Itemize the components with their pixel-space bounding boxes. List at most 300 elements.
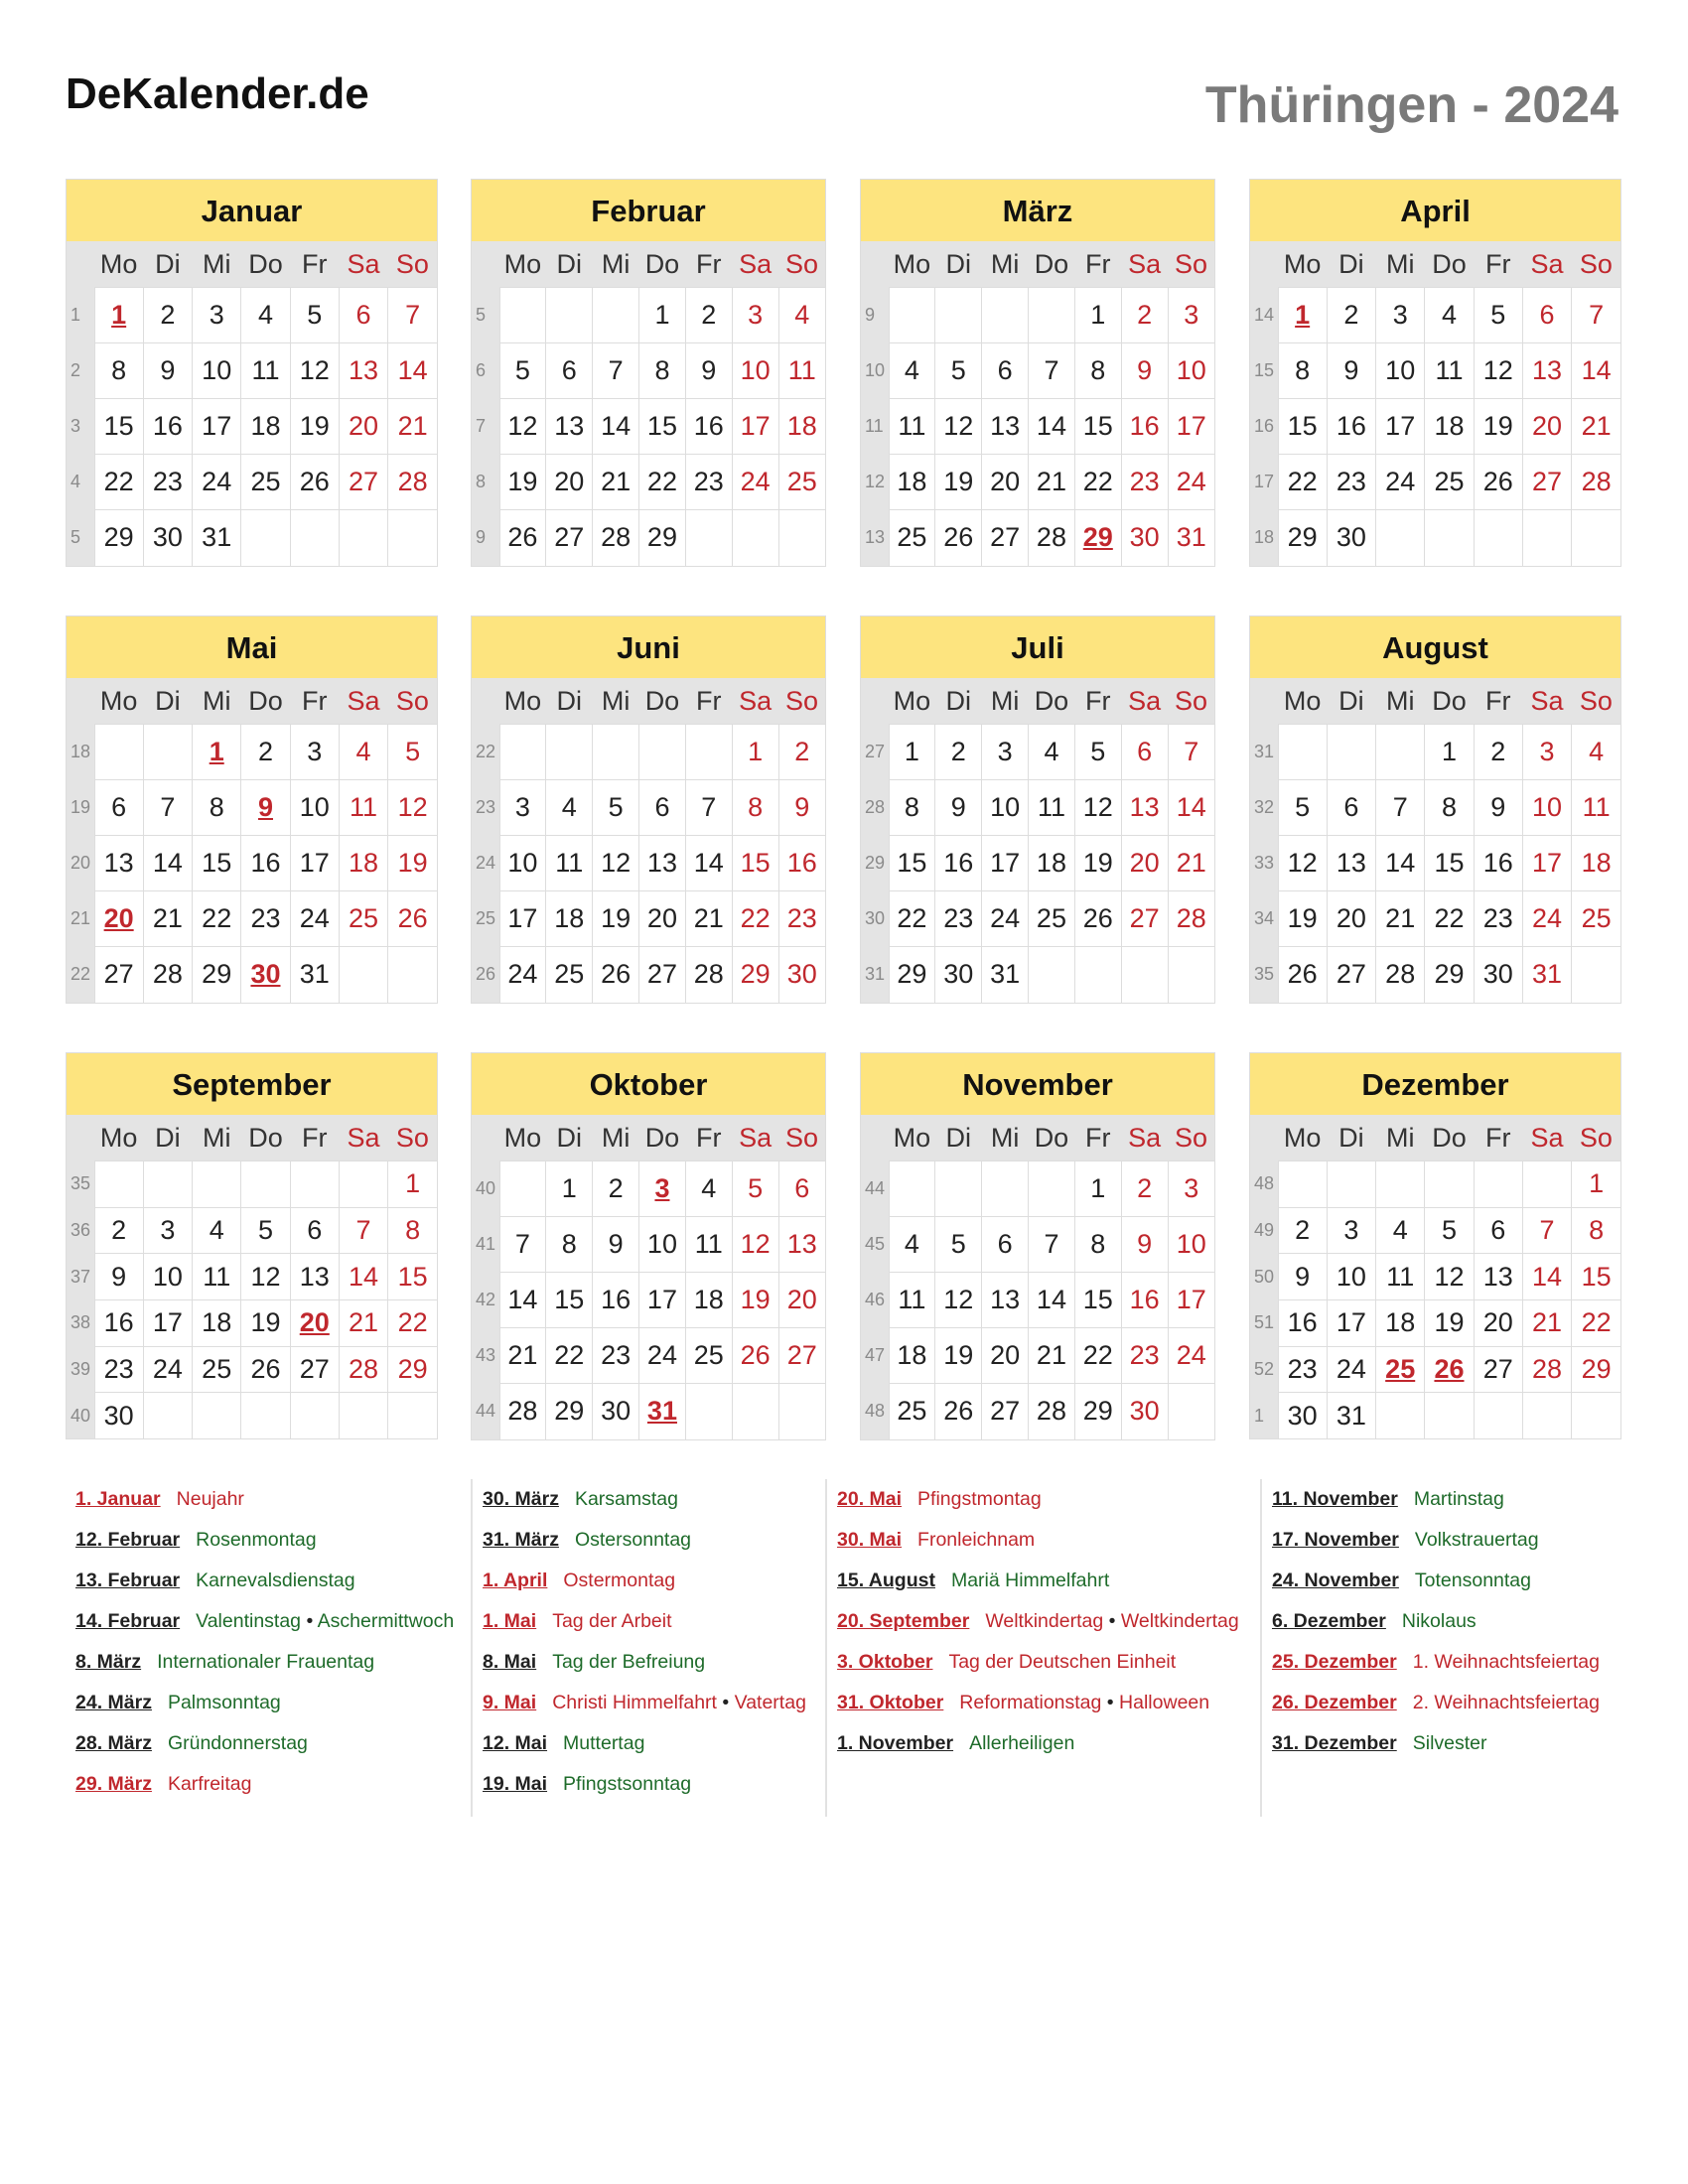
day-cell bbox=[1474, 510, 1522, 566]
day-cell: 21 bbox=[1168, 836, 1214, 891]
day-cell: 4 bbox=[889, 343, 935, 399]
day-cell: 28 bbox=[339, 1346, 387, 1393]
day-cell: 6 bbox=[982, 1217, 1029, 1273]
day-cell: 15 bbox=[1278, 399, 1327, 455]
day-cell: 5 bbox=[290, 288, 339, 343]
day-cell: 30 bbox=[1327, 510, 1375, 566]
month-title: November bbox=[861, 1053, 1214, 1115]
day-cell: 24 bbox=[1168, 455, 1214, 510]
month-title: März bbox=[861, 180, 1214, 241]
day-cell bbox=[685, 510, 732, 566]
day-cell: 28 bbox=[1168, 891, 1214, 947]
day-cell: 22 bbox=[546, 1328, 593, 1384]
month-table bbox=[472, 1115, 825, 1439]
day-cell: 25 bbox=[193, 1346, 241, 1393]
holiday-item bbox=[837, 1601, 1252, 1642]
day-cell: 16 bbox=[1278, 1299, 1327, 1346]
day-cell: 13 bbox=[982, 1273, 1029, 1328]
day-cell: 29 bbox=[889, 947, 935, 1003]
holiday-name: Fronleichnam bbox=[917, 1529, 1036, 1551]
day-cell: 22 bbox=[1425, 891, 1474, 947]
day-cell: 25 bbox=[685, 1328, 732, 1384]
day-cell: 14 bbox=[593, 399, 639, 455]
day-cell bbox=[1029, 1161, 1075, 1217]
holiday-column bbox=[471, 1479, 818, 1817]
day-cell: 22 bbox=[193, 891, 241, 947]
week-number: 42 bbox=[472, 1273, 499, 1328]
holiday-date: 28. März bbox=[75, 1732, 152, 1754]
day-cell bbox=[241, 1393, 290, 1439]
week-number: 13 bbox=[861, 510, 889, 566]
holiday-name: Mariä Himmelfahrt bbox=[950, 1570, 1110, 1591]
weekday-header: Mi bbox=[1376, 241, 1425, 288]
week-row bbox=[1250, 1393, 1620, 1439]
week-number-header bbox=[861, 241, 889, 288]
weekday-header: Mo bbox=[1278, 678, 1327, 725]
day-cell: 28 bbox=[1376, 947, 1425, 1003]
day-cell: 23 bbox=[94, 1346, 143, 1393]
weekday-header: Sa bbox=[1522, 241, 1571, 288]
month-januar bbox=[66, 179, 438, 567]
day-cell: 19 bbox=[241, 1299, 290, 1346]
day-cell bbox=[1168, 947, 1214, 1003]
holiday-name: Gründonnerstag bbox=[167, 1732, 308, 1754]
weekday-header: Mi bbox=[1376, 678, 1425, 725]
weekday-header: Mi bbox=[593, 678, 639, 725]
week-row bbox=[861, 1273, 1214, 1328]
week-row bbox=[472, 1273, 825, 1328]
week-row bbox=[1250, 1299, 1620, 1346]
day-cell: 20 bbox=[1522, 399, 1571, 455]
holiday-name: Reformationstag bbox=[959, 1692, 1102, 1713]
day-cell bbox=[732, 510, 778, 566]
day-cell: 14 bbox=[1572, 343, 1620, 399]
day-cell: 20 bbox=[1327, 891, 1375, 947]
week-row bbox=[67, 891, 437, 947]
day-cell: 26 bbox=[1278, 947, 1327, 1003]
day-cell: 3 bbox=[982, 725, 1029, 780]
day-cell: 9 bbox=[778, 780, 825, 836]
day-cell: 9 bbox=[241, 780, 290, 836]
week-number: 18 bbox=[1250, 510, 1278, 566]
day-cell: 2 bbox=[143, 288, 192, 343]
day-cell bbox=[1522, 1161, 1571, 1208]
week-number: 23 bbox=[472, 780, 499, 836]
day-cell: 10 bbox=[982, 780, 1029, 836]
day-cell: 25 bbox=[241, 455, 290, 510]
day-cell: 19 bbox=[1474, 399, 1522, 455]
day-cell: 1 bbox=[1572, 1161, 1620, 1208]
weekday-header: Mi bbox=[982, 1115, 1029, 1161]
holiday-date: 14. Februar bbox=[75, 1610, 181, 1632]
holiday-date: 12. Februar bbox=[75, 1529, 181, 1551]
week-number: 47 bbox=[861, 1328, 889, 1384]
week-number: 5 bbox=[472, 288, 499, 343]
day-cell bbox=[1121, 947, 1168, 1003]
day-cell: 4 bbox=[685, 1161, 732, 1217]
weekday-header: Sa bbox=[732, 241, 778, 288]
holiday-name: Volkstrauertag bbox=[1414, 1529, 1539, 1551]
week-number: 7 bbox=[472, 399, 499, 455]
weekday-header: Do bbox=[639, 241, 686, 288]
day-cell: 2 bbox=[1121, 1161, 1168, 1217]
week-number: 34 bbox=[1250, 891, 1278, 947]
day-cell: 17 bbox=[1327, 1299, 1375, 1346]
day-cell: 22 bbox=[94, 455, 143, 510]
day-cell bbox=[1572, 510, 1620, 566]
week-row bbox=[861, 891, 1214, 947]
day-cell bbox=[1278, 725, 1327, 780]
weekday-header: Sa bbox=[732, 678, 778, 725]
day-cell: 18 bbox=[1376, 1299, 1425, 1346]
day-cell: 17 bbox=[1168, 399, 1214, 455]
day-cell: 14 bbox=[143, 836, 192, 891]
weekday-header: Fr bbox=[1474, 241, 1522, 288]
weekday-header: Di bbox=[1327, 1115, 1375, 1161]
day-cell: 23 bbox=[1327, 455, 1375, 510]
weekday-header: Sa bbox=[1522, 1115, 1571, 1161]
month-april bbox=[1249, 179, 1621, 567]
week-number: 16 bbox=[1250, 399, 1278, 455]
day-cell: 3 bbox=[1376, 288, 1425, 343]
day-cell: 22 bbox=[1572, 1299, 1620, 1346]
weekday-header: So bbox=[388, 1115, 437, 1161]
week-number: 9 bbox=[472, 510, 499, 566]
day-cell: 12 bbox=[935, 399, 982, 455]
day-cell: 19 bbox=[388, 836, 437, 891]
week-number: 18 bbox=[67, 725, 94, 780]
holiday-list bbox=[66, 1479, 1624, 1817]
holiday-item bbox=[1272, 1683, 1618, 1723]
day-cell: 10 bbox=[193, 343, 241, 399]
holiday-name: Tag der Arbeit bbox=[552, 1610, 672, 1632]
week-number: 44 bbox=[861, 1161, 889, 1217]
day-cell: 6 bbox=[1474, 1207, 1522, 1254]
day-cell: 19 bbox=[935, 1328, 982, 1384]
week-number: 5 bbox=[67, 510, 94, 566]
day-cell: 27 bbox=[778, 1328, 825, 1384]
day-cell: 9 bbox=[1474, 780, 1522, 836]
day-cell: 9 bbox=[685, 343, 732, 399]
day-cell: 21 bbox=[1522, 1299, 1571, 1346]
week-number: 22 bbox=[472, 725, 499, 780]
weekday-header: Di bbox=[143, 678, 192, 725]
week-row bbox=[1250, 343, 1620, 399]
week-number: 1 bbox=[67, 288, 94, 343]
weekday-header: Di bbox=[935, 241, 982, 288]
holiday-item bbox=[1272, 1601, 1618, 1642]
day-cell bbox=[1376, 725, 1425, 780]
day-cell: 23 bbox=[1278, 1346, 1327, 1393]
day-cell: 26 bbox=[935, 510, 982, 566]
day-cell: 23 bbox=[1121, 455, 1168, 510]
day-cell bbox=[546, 725, 593, 780]
day-cell: 24 bbox=[1522, 891, 1571, 947]
day-cell: 26 bbox=[290, 455, 339, 510]
day-cell: 9 bbox=[94, 1254, 143, 1300]
weekday-header: Mi bbox=[193, 1115, 241, 1161]
day-cell: 9 bbox=[935, 780, 982, 836]
weekday-header: Mi bbox=[593, 241, 639, 288]
day-cell: 26 bbox=[593, 947, 639, 1003]
holiday-date: 6. Dezember bbox=[1272, 1610, 1386, 1632]
day-cell bbox=[935, 288, 982, 343]
weekday-header: Fr bbox=[1074, 678, 1121, 725]
week-row bbox=[1250, 288, 1620, 343]
week-number: 21 bbox=[67, 891, 94, 947]
day-cell: 27 bbox=[982, 510, 1029, 566]
month-title: Februar bbox=[472, 180, 825, 241]
day-cell: 9 bbox=[593, 1217, 639, 1273]
day-cell: 4 bbox=[1029, 725, 1075, 780]
day-cell: 23 bbox=[1121, 1328, 1168, 1384]
day-cell: 3 bbox=[1522, 725, 1571, 780]
day-cell bbox=[241, 510, 290, 566]
day-cell: 10 bbox=[1327, 1254, 1375, 1300]
day-cell: 27 bbox=[1522, 455, 1571, 510]
day-cell: 3 bbox=[1327, 1207, 1375, 1254]
day-cell: 29 bbox=[1572, 1346, 1620, 1393]
day-cell: 10 bbox=[1168, 1217, 1214, 1273]
day-cell: 16 bbox=[143, 399, 192, 455]
month-table bbox=[1250, 678, 1620, 1003]
day-cell: 7 bbox=[685, 780, 732, 836]
day-cell bbox=[143, 725, 192, 780]
holiday-name: Silvester bbox=[1412, 1732, 1487, 1754]
day-cell bbox=[1572, 947, 1620, 1003]
day-cell: 28 bbox=[1522, 1346, 1571, 1393]
day-cell: 21 bbox=[388, 399, 437, 455]
day-cell bbox=[499, 288, 546, 343]
week-number: 22 bbox=[67, 947, 94, 1003]
weekday-header: Di bbox=[1327, 678, 1375, 725]
holiday-item bbox=[75, 1479, 463, 1520]
day-cell: 19 bbox=[499, 455, 546, 510]
week-number-header bbox=[472, 1115, 499, 1161]
day-cell: 24 bbox=[1327, 1346, 1375, 1393]
week-number: 37 bbox=[67, 1254, 94, 1300]
day-cell: 1 bbox=[732, 725, 778, 780]
week-row bbox=[67, 1299, 437, 1346]
day-cell: 9 bbox=[1121, 343, 1168, 399]
day-cell: 1 bbox=[1278, 288, 1327, 343]
day-cell: 25 bbox=[1572, 891, 1620, 947]
week-row bbox=[1250, 455, 1620, 510]
day-cell: 21 bbox=[339, 1299, 387, 1346]
holiday-date: 12. Mai bbox=[483, 1732, 548, 1754]
day-cell bbox=[193, 1393, 241, 1439]
day-cell: 2 bbox=[685, 288, 732, 343]
day-cell bbox=[685, 725, 732, 780]
week-number: 38 bbox=[67, 1299, 94, 1346]
holiday-date: 24. November bbox=[1272, 1570, 1399, 1591]
weekday-header: Mi bbox=[982, 241, 1029, 288]
day-cell bbox=[889, 288, 935, 343]
holiday-date: 1. April bbox=[483, 1570, 548, 1591]
weekday-header: Do bbox=[1029, 1115, 1075, 1161]
holiday-date: 31. Dezember bbox=[1272, 1732, 1397, 1754]
week-number: 40 bbox=[472, 1161, 499, 1217]
day-cell: 24 bbox=[732, 455, 778, 510]
day-cell: 8 bbox=[889, 780, 935, 836]
week-row bbox=[472, 510, 825, 566]
day-cell bbox=[778, 1384, 825, 1439]
day-cell: 14 bbox=[685, 836, 732, 891]
day-cell: 14 bbox=[388, 343, 437, 399]
day-cell: 17 bbox=[1168, 1273, 1214, 1328]
weekday-header: Fr bbox=[1074, 241, 1121, 288]
month-table bbox=[1250, 1115, 1620, 1438]
day-cell: 12 bbox=[593, 836, 639, 891]
day-cell: 16 bbox=[593, 1273, 639, 1328]
separator: • bbox=[1103, 1610, 1121, 1632]
day-cell: 10 bbox=[1522, 780, 1571, 836]
day-cell bbox=[1522, 1393, 1571, 1439]
weekday-header: Fr bbox=[290, 678, 339, 725]
holiday-name: Muttertag bbox=[563, 1732, 645, 1754]
day-cell: 27 bbox=[339, 455, 387, 510]
day-cell bbox=[982, 288, 1029, 343]
day-cell: 27 bbox=[1474, 1346, 1522, 1393]
week-row bbox=[472, 891, 825, 947]
day-cell: 29 bbox=[94, 510, 143, 566]
holiday-item bbox=[837, 1723, 1252, 1764]
day-cell bbox=[290, 510, 339, 566]
day-cell: 30 bbox=[593, 1384, 639, 1439]
day-cell: 20 bbox=[1121, 836, 1168, 891]
weekday-header: Mo bbox=[889, 678, 935, 725]
day-cell: 24 bbox=[982, 891, 1029, 947]
day-cell: 1 bbox=[1074, 288, 1121, 343]
day-cell: 30 bbox=[241, 947, 290, 1003]
holiday-item bbox=[483, 1764, 818, 1805]
day-cell: 17 bbox=[499, 891, 546, 947]
week-row bbox=[861, 947, 1214, 1003]
week-row bbox=[1250, 725, 1620, 780]
day-cell: 6 bbox=[639, 780, 686, 836]
week-row bbox=[67, 510, 437, 566]
day-cell: 11 bbox=[778, 343, 825, 399]
week-number: 17 bbox=[1250, 455, 1278, 510]
day-cell: 2 bbox=[1474, 725, 1522, 780]
week-number-header bbox=[67, 1115, 94, 1161]
day-cell: 5 bbox=[732, 1161, 778, 1217]
holiday-item bbox=[1272, 1642, 1618, 1683]
week-row bbox=[861, 1328, 1214, 1384]
day-cell: 10 bbox=[1168, 343, 1214, 399]
day-cell: 18 bbox=[241, 399, 290, 455]
week-number: 45 bbox=[861, 1217, 889, 1273]
holiday-item bbox=[837, 1683, 1252, 1723]
week-number: 50 bbox=[1250, 1254, 1278, 1300]
weekday-header: Sa bbox=[1121, 1115, 1168, 1161]
day-cell: 20 bbox=[639, 891, 686, 947]
day-cell: 16 bbox=[241, 836, 290, 891]
week-row bbox=[1250, 1346, 1620, 1393]
day-cell: 15 bbox=[639, 399, 686, 455]
day-cell: 8 bbox=[1074, 1217, 1121, 1273]
day-cell: 8 bbox=[94, 343, 143, 399]
holiday-item bbox=[75, 1601, 463, 1642]
week-row bbox=[861, 1384, 1214, 1439]
month-november bbox=[860, 1052, 1215, 1440]
weekday-header: Fr bbox=[685, 1115, 732, 1161]
holiday-date: 13. Februar bbox=[75, 1570, 181, 1591]
week-row bbox=[67, 399, 437, 455]
day-cell: 17 bbox=[193, 399, 241, 455]
day-cell: 26 bbox=[732, 1328, 778, 1384]
week-row bbox=[861, 1161, 1214, 1217]
week-number: 30 bbox=[861, 891, 889, 947]
month-title: September bbox=[67, 1053, 437, 1115]
weekday-header: Fr bbox=[1074, 1115, 1121, 1161]
holiday-item bbox=[837, 1479, 1252, 1520]
holiday-date: 31. Oktober bbox=[837, 1692, 944, 1713]
week-number: 8 bbox=[472, 455, 499, 510]
day-cell: 11 bbox=[1376, 1254, 1425, 1300]
day-cell: 16 bbox=[1121, 399, 1168, 455]
holiday-date: 8. März bbox=[75, 1651, 142, 1673]
holiday-item bbox=[75, 1764, 463, 1805]
day-cell: 27 bbox=[94, 947, 143, 1003]
month-title: Juli bbox=[861, 616, 1214, 678]
weekday-header: So bbox=[1572, 241, 1620, 288]
holiday-date: 15. August bbox=[837, 1570, 935, 1591]
day-cell: 19 bbox=[1425, 1299, 1474, 1346]
weekday-header: Sa bbox=[339, 678, 387, 725]
day-cell: 28 bbox=[143, 947, 192, 1003]
day-cell: 25 bbox=[546, 947, 593, 1003]
day-cell: 20 bbox=[982, 455, 1029, 510]
day-cell bbox=[1327, 725, 1375, 780]
day-cell: 2 bbox=[241, 725, 290, 780]
day-cell: 30 bbox=[1121, 1384, 1168, 1439]
day-cell: 24 bbox=[1168, 1328, 1214, 1384]
week-number: 29 bbox=[861, 836, 889, 891]
holiday-item bbox=[1272, 1520, 1618, 1561]
weekday-header: Di bbox=[143, 1115, 192, 1161]
day-cell: 17 bbox=[639, 1273, 686, 1328]
day-cell: 21 bbox=[499, 1328, 546, 1384]
day-cell bbox=[143, 1161, 192, 1208]
weekday-header: Mo bbox=[499, 1115, 546, 1161]
week-row bbox=[67, 1254, 437, 1300]
holiday-name: Aschermittwoch bbox=[317, 1610, 455, 1632]
weekday-header: Di bbox=[143, 241, 192, 288]
week-row bbox=[67, 1393, 437, 1439]
holiday-name: Internationaler Frauentag bbox=[157, 1651, 375, 1673]
day-cell: 5 bbox=[499, 343, 546, 399]
week-row bbox=[1250, 399, 1620, 455]
day-cell: 11 bbox=[889, 399, 935, 455]
day-cell: 31 bbox=[1522, 947, 1571, 1003]
day-cell: 13 bbox=[1522, 343, 1571, 399]
day-cell: 30 bbox=[1121, 510, 1168, 566]
week-number: 39 bbox=[67, 1346, 94, 1393]
day-cell: 7 bbox=[143, 780, 192, 836]
holiday-name: 1. Weihnachtsfeiertag bbox=[1412, 1651, 1600, 1673]
day-cell: 10 bbox=[639, 1217, 686, 1273]
week-number: 2 bbox=[67, 343, 94, 399]
week-row bbox=[861, 455, 1214, 510]
day-cell: 8 bbox=[388, 1207, 437, 1254]
holiday-name: Vatertag bbox=[734, 1692, 806, 1713]
day-cell: 20 bbox=[546, 455, 593, 510]
day-cell: 10 bbox=[499, 836, 546, 891]
day-cell: 13 bbox=[639, 836, 686, 891]
day-cell: 17 bbox=[290, 836, 339, 891]
day-cell: 17 bbox=[732, 399, 778, 455]
